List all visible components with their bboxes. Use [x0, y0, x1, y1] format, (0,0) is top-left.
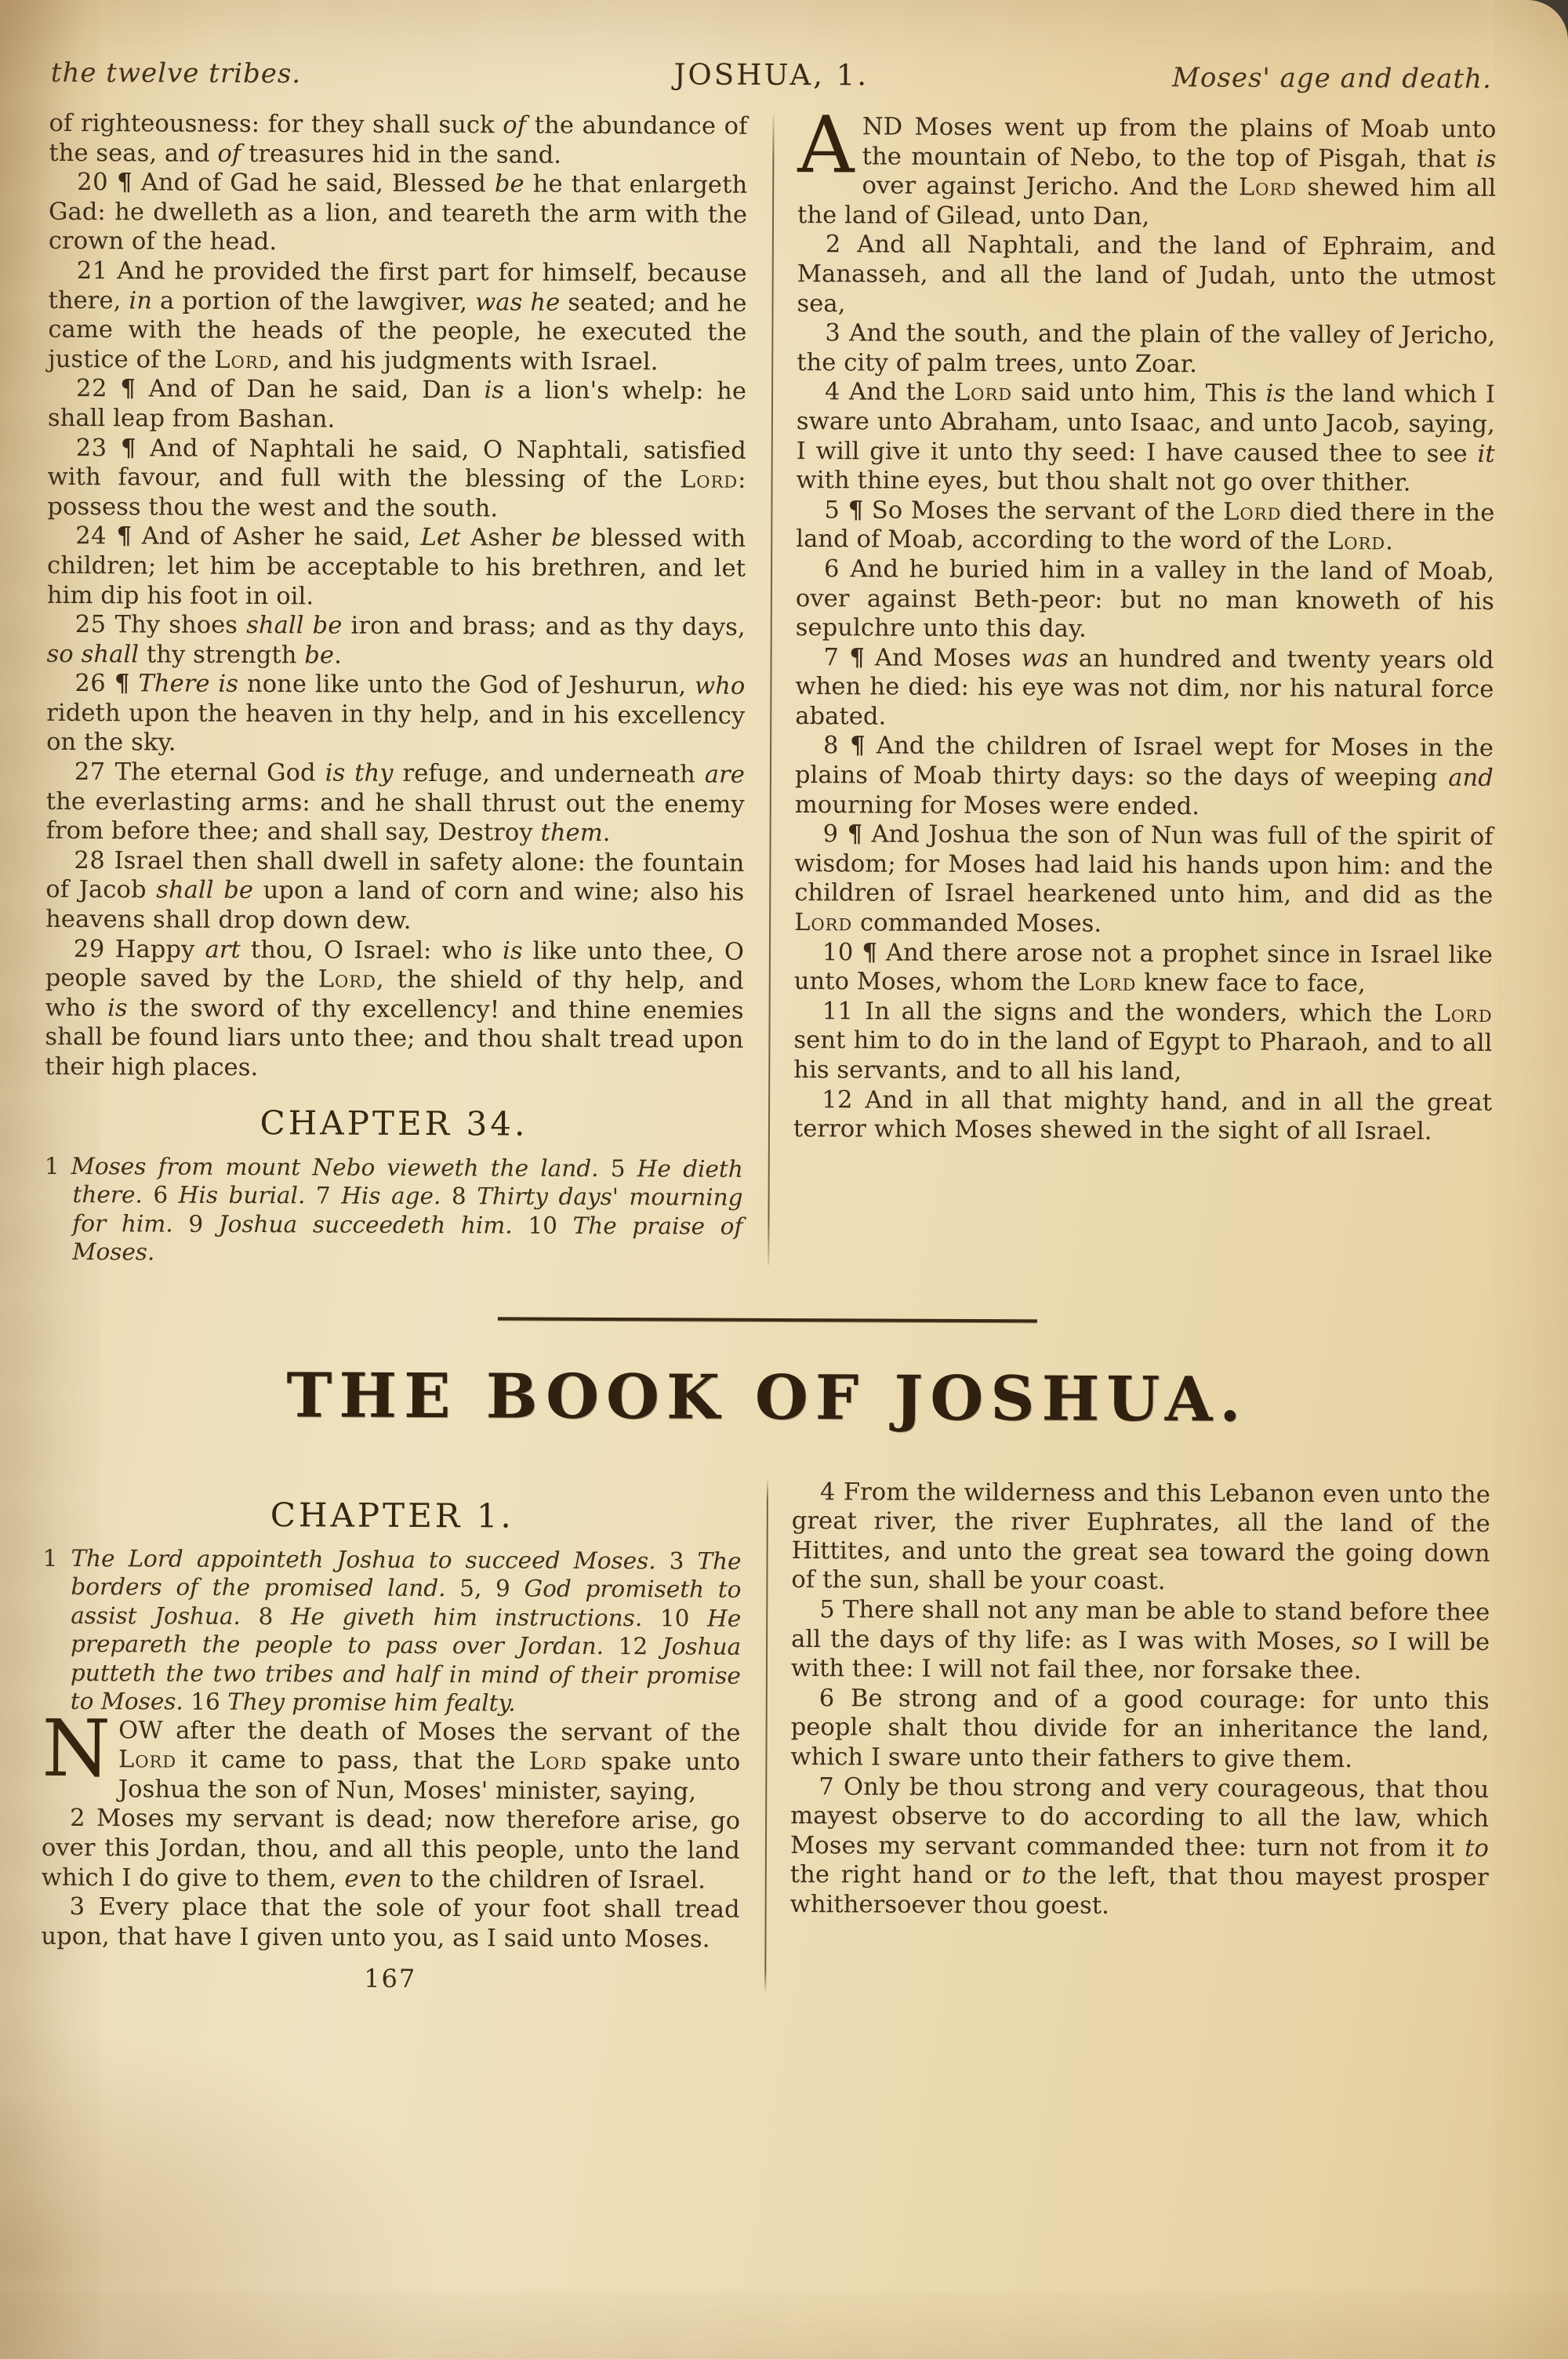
italic-text: be [304, 642, 335, 670]
italic-text: Let [420, 524, 461, 552]
italic-text: Joshua putteth the two tribes and half in mind of their promise to Moses. [70, 1633, 742, 1715]
italic-text: is [1265, 380, 1287, 409]
pilcrow-mark: ¶ [849, 643, 866, 672]
top-left-column [44, 109, 747, 1269]
drop-cap: N [42, 1702, 111, 1794]
verse-number: 2 [825, 231, 841, 259]
verse-number: 20 [77, 169, 109, 197]
verse-number: 9 [822, 820, 839, 849]
pilcrow-mark: ¶ [114, 669, 130, 698]
verse: 3 Every place that the sole of your foot shall tread upon, that have I given unto you, as I said unto Moses. [41, 1893, 740, 1954]
page-number: 167 [364, 1964, 417, 1994]
small-caps-text: Lord [214, 346, 273, 374]
verse-number: 25 [74, 611, 107, 639]
italic-text: who [694, 672, 746, 701]
verse: 6 Be strong and of a good courage: for unto this people shalt thou divide for an inheritance the land, which I sware unto their fathers to give them. [790, 1684, 1490, 1774]
small-caps-text: Lord [953, 379, 1013, 407]
italic-text: He giveth him instructions. [290, 1602, 643, 1631]
italic-text: is [502, 937, 523, 965]
verse-number: 3 [825, 319, 841, 347]
small-caps-text: Lord [1327, 528, 1386, 556]
verse: 9 ¶ And Joshua the son of Nun was full of the spirit of wisdom; for Moses had laid his hands upon him: and the children of Israel hearkened unto him, and did as the Lord commanded Moses. [794, 820, 1494, 938]
verse: 5 There shall not any man be able to stand before thee all the days of thy life: as I was with Moses, so I will be with thee: I will not fail thee, nor forsake thee. [790, 1596, 1490, 1685]
verse: 22 ¶ And of Dan he said, Dan is a lion's whelp: he shall leap from Bashan. [47, 374, 747, 434]
italic-text: so shall [46, 640, 140, 669]
chapter-1-heading: CHAPTER 1. [270, 1495, 514, 1536]
verse-number: 28 [74, 846, 106, 875]
small-caps-text: Lord [118, 1746, 177, 1774]
italic-text: Joshua succeedeth him. [218, 1210, 513, 1239]
italic-text: The borders of the promised land. [71, 1547, 742, 1602]
italic-text: of [503, 111, 527, 140]
italic-text: so [1351, 1627, 1379, 1656]
italic-text: Moses from mount Nebo vieweth the land. [71, 1152, 599, 1182]
verse: 7 ¶ And Moses was an hundred and twenty years old when he died: his eye was not dim, nor his natural force abated. [795, 643, 1494, 731]
verse-number: 3 [69, 1893, 85, 1921]
italic-text: There is [138, 670, 239, 699]
verse-number: 4 [824, 378, 841, 406]
column-divider [768, 115, 774, 1265]
verse-number: 10 [822, 938, 854, 967]
top-section [44, 99, 1497, 1273]
small-caps-text: Lord [1434, 1000, 1493, 1028]
verse-number: 22 [76, 375, 107, 403]
verse: 7 Only be thou strong and very courageous, that thou mayest observe to do according to all the law, which Moses my servant commanded thee: turn not from it to the right hand or to the left, that thou mayest prosper whithersoever thou goest. [789, 1772, 1490, 1920]
verse: AND Moses went up from the plains of Moab unto the mountain of Nebo, to the top of Pisgah, that is over against Jericho. And the Lord shewed him all the land of Gilead, unto Dan, [797, 99, 1497, 231]
verse: NOW after the death of Moses the servant of the Lord it came to pass, that the Lord spake unto Joshua the son of Nun, Moses' minister, saying, [42, 1702, 741, 1806]
italic-text: The praise of Moses. [72, 1212, 743, 1266]
deuteronomy-34-verses [793, 99, 1497, 1147]
running-header [49, 55, 1497, 95]
bottom-section [41, 1474, 1490, 1998]
pilcrow-mark: ¶ [116, 522, 132, 551]
italic-text: it [1477, 440, 1495, 468]
italic-text: is thy [325, 759, 394, 787]
verse-number: 4 [819, 1478, 836, 1506]
verse: 4 And the Lord said unto him, This is the land which I sware unto Abraham, unto Isaac, and unto Jacob, saying, I will give it unto thy seed: I have caused thee to see it with thine eyes, but thou shalt not go over thither. [796, 378, 1496, 497]
verse-number: 6 [818, 1684, 835, 1713]
italic-text: be [494, 170, 524, 198]
verse-number: 26 [74, 670, 107, 698]
italic-text: is [484, 376, 505, 405]
verse: 10 ¶ And there arose not a prophet since in Israel like unto Moses, whom the Lord knew face to face, [793, 938, 1494, 998]
verse: 2 And all Naphtali, and the land of Ephraim, and Manasseh, and all the land of Judah, unto the utmost sea, [797, 231, 1496, 318]
verse: 4 From the wilderness and this Lebanon even unto the great river, the river Euphrates, all the land of the Hittites, and unto the great sea toward the going down of the sun, shall be your coast. [791, 1478, 1491, 1596]
running-head-left: the twelve tribes. [50, 56, 302, 90]
italic-text: be [551, 525, 582, 553]
book-title: THE BOOK OF JOSHUA. [286, 1359, 1248, 1436]
italic-text: He prepareth the people to pass over Jordan. [71, 1605, 742, 1660]
top-right-column [793, 99, 1497, 1272]
verse: 26 ¶ There is none like unto the God of Jeshurun, who rideth upon the heaven in thy help, and in his excellency on the sky. [46, 669, 746, 758]
joshua-1-verses-right [790, 1478, 1490, 1923]
italic-text: and [1448, 764, 1494, 793]
column-divider-bottom [764, 1481, 768, 1991]
continuation-paragraph: of righteousness: for they shall suck of the abundance of the seas, and of treasures hid in the sand. [49, 109, 748, 169]
pilcrow-mark: ¶ [850, 731, 866, 760]
small-caps-text: Lord [1078, 969, 1137, 998]
verse-number: 11 [822, 998, 854, 1026]
italic-text: are [704, 761, 745, 789]
verse: 5 ¶ So Moses the servant of the Lord died there in the land of Moab, according to the word of the Lord. [796, 496, 1495, 556]
italic-text: of [217, 140, 241, 168]
verse-number: 12 [822, 1085, 854, 1114]
verse: 28 Israel then shall dwell in safety alone: the fountain of Jacob shall be upon a land of corn and wine; also his heavens shall drop down dew. [45, 846, 745, 935]
pilcrow-mark: ¶ [120, 374, 136, 403]
verse-number: 27 [74, 758, 106, 787]
verse: 29 Happy art thou, O Israel: who is like unto thee, O people saved by the Lord, the shield of thy help, and who is the sword of thy excellency! and thine enemies shall be found liars unto thee; and thou shalt tread upon their high places. [45, 935, 745, 1082]
italic-text: shall be [246, 612, 343, 640]
verse: 3 And the south, and the plain of the valley of Jericho, the city of palm trees, unto Zoar. [797, 319, 1496, 379]
italic-text: even [344, 1865, 402, 1893]
italic-text: shall be [156, 876, 254, 905]
verse-number: 7 [823, 643, 840, 671]
verse-number: 5 [824, 496, 840, 525]
verse-number: 8 [823, 732, 840, 760]
small-caps-text: Lord [794, 909, 853, 937]
verse: 27 The eternal God is thy refuge, and underneath are the everlasting arms: and he shall thrust out the enemy from before thee; and shall say, Destroy them. [45, 758, 745, 848]
running-head-right: Moses' age and death. [1172, 62, 1492, 95]
italic-text: was he [475, 288, 561, 317]
verse: 20 ¶ And of Gad he said, Blessed be he that enlargeth Gad: he dwelleth as a lion, and teareth the arm with the crown of the head. [48, 168, 748, 256]
small-caps-text: Lord [528, 1747, 588, 1776]
italic-text: them [540, 819, 603, 848]
italic-text: is [107, 994, 128, 1023]
pilcrow-mark: ¶ [847, 820, 863, 849]
small-caps-text: Lord [1223, 498, 1282, 526]
deuteronomy-33-verses [45, 168, 747, 1085]
page-heading: JOSHUA, 1. [673, 57, 869, 93]
italic-text: in [129, 286, 153, 315]
verse: 8 ¶ And the children of Israel wept for Moses in the plains of Moab thirty days: so the days of weeping and mourning for Moses were ended. [794, 731, 1494, 820]
italic-text: His burial. [178, 1181, 306, 1209]
italic-text: to [1022, 1862, 1047, 1890]
small-caps-text: Lord [318, 965, 377, 994]
verse-number: 29 [73, 935, 105, 963]
verse: 11 In all the signs and the wonders, which the Lord sent him to do in the land of Egypt to Pharaoh, and to all his servants, and to all his land, [793, 998, 1493, 1086]
chapter-1-summary: 1 The Lord appointeth Joshua to succeed Moses. 3 The borders of the promised land. 5, 9 God promiseth to assist Joshua. 8 He giveth him instructions. 10 He prepareth the people to pass over Jordan. 12 Joshua putteth the two tribes and half in mind of their promise to Moses. 16 They promise him fealty. [42, 1544, 742, 1717]
italic-text: His age. [341, 1182, 441, 1210]
verse-number: 21 [76, 257, 108, 285]
verse: 24 ¶ And of Asher he said, Let Asher be blessed with children; let him be acceptable to his brethren, and let him dip his foot in oil. [46, 522, 746, 610]
verse: 12 And in all that mighty hand, and in all the great terror which Moses shewed in the sight of all Israel. [793, 1085, 1493, 1146]
pilcrow-mark: ¶ [848, 496, 864, 525]
verse: 6 And he buried him in a valley in the land of Moab, over against Beth-peor: but no man knoweth of his sepulchre unto this day. [795, 555, 1495, 643]
pilcrow-mark: ¶ [117, 168, 132, 197]
chapter-34-summary: 1 Moses from mount Nebo vieweth the land. 5 He dieth there. 6 His burial. 7 His age. 8 Thirty days' mourning for him. 9 Joshua succeedeth him. 10 The praise of Moses. [44, 1152, 743, 1266]
italic-text: to [1465, 1834, 1490, 1863]
italic-text: They promise him fealty. [227, 1688, 516, 1717]
verse: 2 Moses my servant is dead; now therefore arise, go over this Jordan, thou, and all this people, unto the land which I do give to them, even to the children of Israel. [41, 1805, 741, 1895]
italic-text: He dieth there. [72, 1154, 743, 1209]
verse-number: 6 [824, 555, 840, 583]
italic-text: is [1475, 145, 1497, 173]
bottom-left-column [41, 1474, 742, 1995]
verse-number: 7 [818, 1772, 835, 1801]
bottom-right-column [789, 1478, 1490, 1999]
italic-text: Thirty days' mourning for him. [72, 1183, 743, 1238]
book-title-block [43, 1314, 1491, 1436]
verse: 25 Thy shoes shall be iron and brass; and as thy days, so shall thy strength be. [46, 611, 746, 670]
verse-number: 23 [75, 434, 107, 462]
small-caps-text: Lord [679, 466, 739, 494]
title-rule [498, 1317, 1037, 1322]
verse-number: 5 [819, 1596, 836, 1624]
verse: 21 And he provided the first part for himself, because there, in a portion of the lawgiver, was he seated; and he came with the heads of the people, he executed the justice of the Lord, and his judgments with Israel. [48, 257, 747, 376]
italic-text: God promiseth to assist Joshua. [71, 1575, 742, 1630]
drop-cap: A [797, 99, 855, 191]
pilcrow-mark: ¶ [862, 938, 878, 967]
small-caps-text: Lord [1238, 173, 1298, 202]
verse-number: 2 [70, 1805, 86, 1833]
italic-text: art [205, 936, 241, 964]
chapter-34-heading: CHAPTER 34. [260, 1103, 528, 1143]
italic-text: The Lord appointeth Joshua to succeed Moses. [71, 1544, 656, 1574]
verse: 23 ¶ And of Naphtali he said, O Naphtali, satisfied with favour, and full with the blessing of the Lord: possess thou the west and the south. [47, 433, 746, 523]
pilcrow-mark: ¶ [121, 433, 136, 462]
verse-number: 24 [75, 522, 107, 551]
italic-text: was [1021, 645, 1069, 673]
